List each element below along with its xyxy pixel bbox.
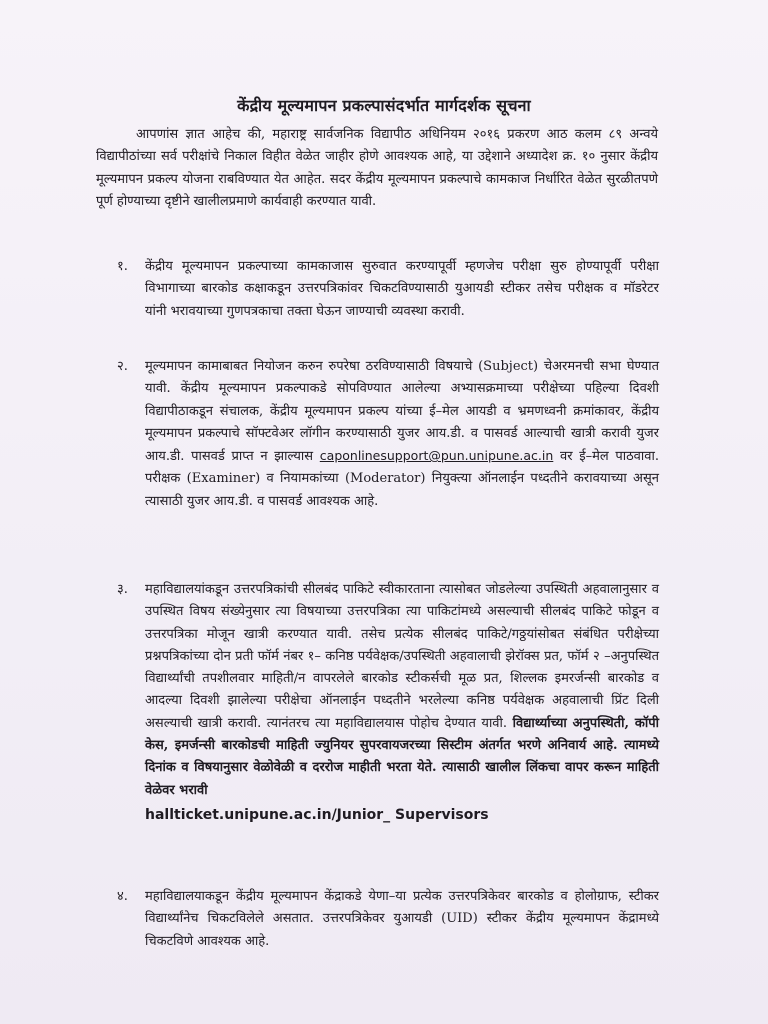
item-text-bold: विद्यार्थ्याच्या अनुपस्थिती, कॉपी केस, इमर्जन्सी बारकोडची माहिती ज्युनियर सुपरवायजरच्या सिस्टीम अंतर्गत भरणे अनिवार्य आहे. त्यामध्ये दिनांक व विषयानुसार वेळोवेळी व दररोज माहीती भरता येते. त्यासाठी खालील लिंकचा वापर करून माहिती वेळेवर भरावी: [145, 715, 660, 798]
item-number: २.: [117, 359, 128, 374]
document-title: केंद्रीय मूल्यमापन प्रकल्पासंदर्भात मार्गदर्शक सूचना: [237, 96, 531, 115]
list-item: [117, 886, 659, 953]
item-text-part: वर ई–मेल पाठवावा. परीक्षक (Examiner) व नियामकांच्या (Moderator) नियुक्त्या ऑनलाईन पध्दतीने करावयाच्या असून त्यासाठी युजर आय.डी. व पासवर्ड आवश्यक आहे.: [145, 449, 659, 509]
support-email-link[interactable]: caponlinesupport@pun.unipune.ac.in: [319, 448, 554, 464]
item-text: [145, 579, 659, 826]
item-text-part: मूल्यमापन कामाबाबत नियोजन करुन रुपरेषा ठरविण्यासाठी विषयाचे (Subject) चेअरमनची सभा घेण्यात यावी. केंद्रीय मूल्यमापन प्रकल्पाकडे सोपविण्यात आलेल्या अभ्यासक्रमाच्या परीक्षेच्या पहिल्या दिवशी विद्यापीठाकडून संचालक, केंद्रीय मूल्यमापन प्रकल्प यांच्या ई–मेल आयडी व भ्रमणध्वनी क्रमांकावर, केंद्रीय मूल्यमापन प्रकल्पाचे सॉफ्टवेअर लॉगीन करण्यासाठी युजर आय.डी. व पासवर्ड आल्याची खात्री करावी युजर आय.डी. पासवर्ड प्राप्त न झाल्यास: [145, 359, 659, 465]
item-number: ३.: [117, 582, 128, 597]
list-item: [117, 579, 659, 826]
hallticket-link[interactable]: hallticket.unipune.ac.in/Junior_ Supervisors: [145, 806, 489, 823]
item-text: [145, 356, 659, 513]
item-number: १.: [117, 259, 128, 274]
item-text-part: महाविद्यालयांकडून उत्तरपत्रिकांची सीलबंद पाकिटे स्वीकारताना त्यासोबत जोडलेल्या उपस्थिती अहवालानुसार व उपस्थित विषय संख्येनुसार त्या विषयाच्या उत्तरपत्रिका त्या पाकिटांमध्ये असल्याची सीलबंद पाकिटे फोडून व उत्तरपत्रिका मोजून खात्री करण्यात यावी. तसेच प्रत्येक सीलबंद पाकिटे/गठ्ठयांसोबत संबंधित परीक्षेच्या प्रश्नपत्रिकांच्या दोन प्रती फॉर्म नंबर १– कनिष्ठ पर्यवेक्षक/उपस्थिती अहवालाची झेरॉक्स प्रत, फॉर्म २ –अनुपस्थित विद्यार्थ्यांची तपशीलवार माहिती/न वापरलेले बारकोड स्टीकर्सची मूळ प्रत, शिल्लक इमरर्जन्सी बारकोड व आदल्या दिवशी झालेल्या परीक्षेचा ऑनलाईन पध्दतीने भरलेल्या कनिष्ठ पर्यवेक्षक अहवालाची प्रिंट दिली असल्याची खात्री करावी. त्यानंतरच त्या महाविद्यालयास पोहोच देण्यात यावी.: [145, 582, 659, 731]
item-text: महाविद्यालयाकडून केंद्रीय मूल्यमापन केंद्राकडे येणा–या प्रत्येक उत्तरपत्रिकेवर बारकोड व होलोग्राफ, स्टीकर विद्यार्थ्यांनेच चिकटविलेले असतात. उत्तरपत्रिकेवर युआयडी (UID) स्टीकर केंद्रीय मूल्यमापन केंद्रामध्ये चिकटविणे आवश्यक आहे.: [145, 889, 660, 949]
item-number: ४.: [117, 889, 128, 904]
item-text: केंद्रीय मूल्यमापन प्रकल्पाच्या कामकाजास सुरुवात करण्यापूर्वी म्हणजेच परीक्षा सुरु होण्यापूर्वी परीक्षा विभागाच्या बारकोड कक्षाकडून उत्तरपत्रिकांवर चिकटविण्यासाठी युआयडी स्टीकर तसेच परीक्षक व मॉडरेटर यांनी भरावयाच्या गुणपत्रकाचा तक्ता घेऊन जाण्याची व्यवस्था करावी.: [145, 259, 659, 319]
list-item: [117, 256, 659, 323]
list-item: [117, 356, 659, 513]
intro-paragraph: आपणांस ज्ञात आहेच की, महाराष्ट्र सार्वजनिक विद्यापीठ अधिनियम २०१६ प्रकरण आठ कलम ८९ अन्वये विद्यापीठांच्या सर्व परीक्षांचे निकाल विहीत वेळेत जाहीर होणे आवश्यक आहे, या उद्देशाने अध्यादेश क्र. १० नुसार केंद्रीय मूल्यमापन प्रकल्प योजना राबविण्यात येत आहेत. सदर केंद्रीय मूल्यमापन प्रकल्पाचे कामकाज निर्धारित वेळेत सुरळीतपणे पूर्ण होण्याच्या दृष्टीने खालीलप्रमाणे कार्यवाही करण्यात यावी.: [96, 127, 658, 209]
